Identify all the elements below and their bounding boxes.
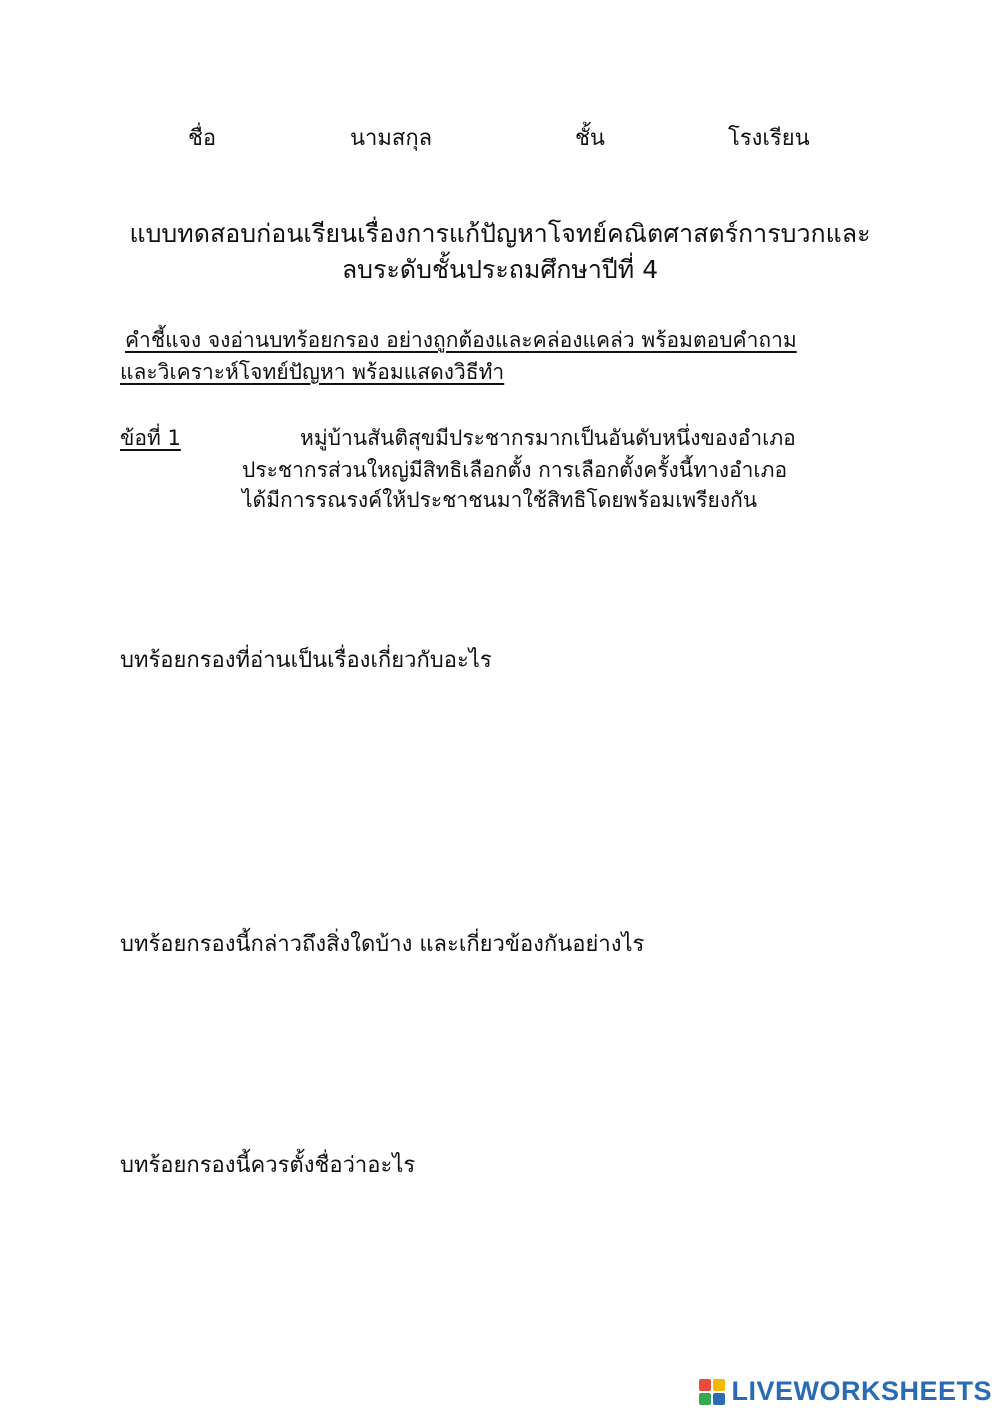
mark-square-4 (713, 1393, 725, 1405)
poem-line-3: ได้มีการรณรงค์ให้ประชาชนมาใช้สิทธิโดยพร้อมเพรียงกัน (242, 488, 758, 512)
worksheet-title-line1: แบบทดสอบก่อนเรียนเรื่องการแก้ปัญหาโจทย์คณิตศาสตร์การบวกและ (129, 219, 871, 248)
school-field-label: โรงเรียน (728, 126, 810, 151)
question-2: บทร้อยกรองนี้กล่าวถึงสิ่งใดบ้าง และเกี่ยวข้องกันอย่างไร (120, 932, 645, 957)
instructions-line2: และวิเคราะห์โจทย์ปัญหา พร้อมแสดงวิธีทำ (120, 360, 505, 384)
liveworksheets-logo (699, 1376, 992, 1407)
surname-field-label: นามสกุล (350, 126, 433, 151)
item-label: ข้อที่ 1 (120, 426, 181, 450)
worksheet-title-line2: ลบระดับชั้นประถมศึกษาปีที่ 4 (341, 255, 659, 284)
name-field-label: ชื่อ (188, 126, 217, 151)
poem-line-2: ประชากรส่วนใหญ่มีสิทธิเลือกตั้ง การเลือกตั้งครั้งนี้ทางอำเภอ (242, 458, 788, 482)
question-1: บทร้อยกรองที่อ่านเป็นเรื่องเกี่ยวกับอะไร (120, 648, 492, 673)
instructions-line1: คำชี้แจง จงอ่านบทร้อยกรอง อย่างถูกต้องและคล่องแคล่ว พร้อมตอบคำถาม (125, 328, 797, 352)
question-3: บทร้อยกรองนี้ควรตั้งชื่อว่าอะไร (120, 1153, 416, 1178)
liveworksheets-mark-icon (699, 1379, 725, 1405)
poem-line-1: หมู่บ้านสันติสุขมีประชากรมากเป็นอันดับหนึ่งของอำเภอ (300, 426, 796, 450)
mark-square-1 (699, 1379, 711, 1391)
mark-square-2 (713, 1379, 725, 1391)
liveworksheets-logo-text: LIVEWORKSHEETS (731, 1376, 992, 1406)
mark-square-3 (699, 1393, 711, 1405)
class-field-label: ชั้น (575, 126, 605, 151)
